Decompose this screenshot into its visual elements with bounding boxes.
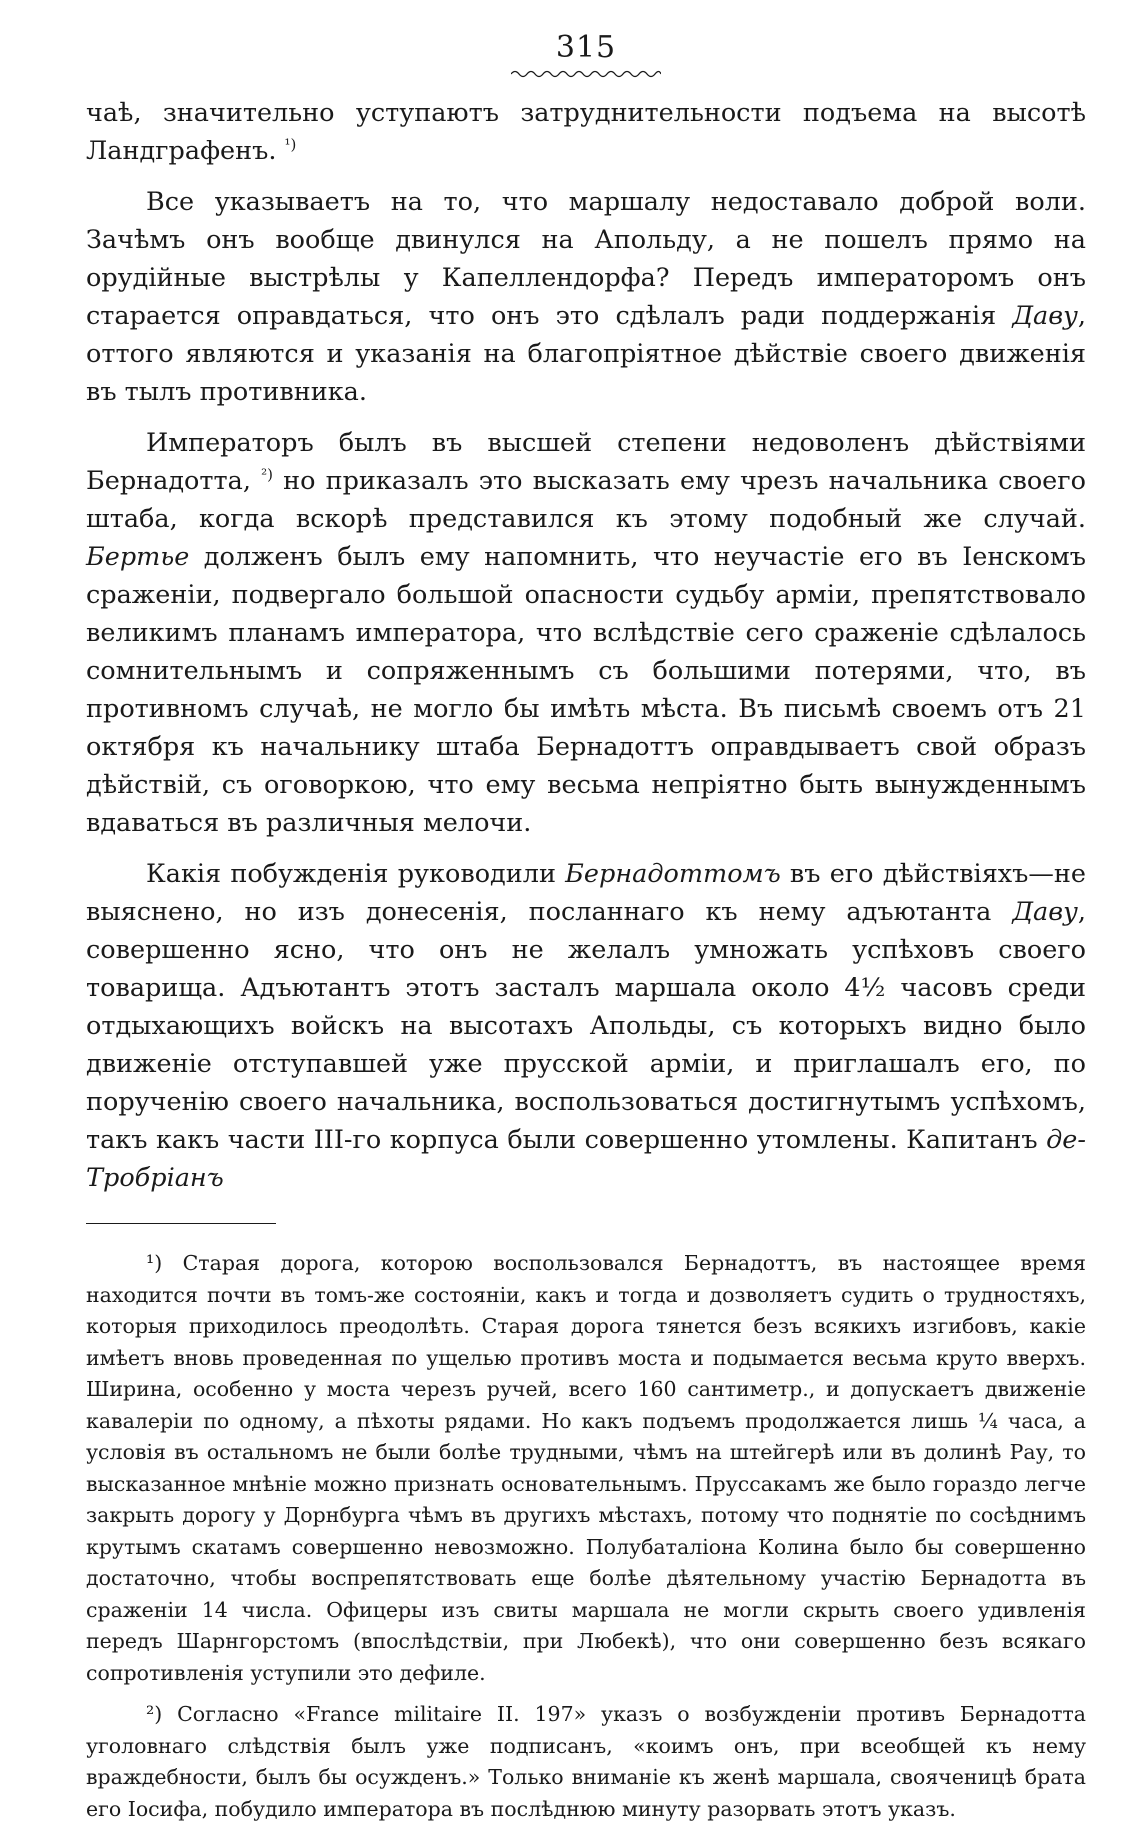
paragraph-2: Все указываетъ на то, что маршалу недоставало доброй воли. Зачѣмъ онъ вообще двинулся на Апольду, а не пошелъ прямо на орудійные выстрѣлы у Капеллендорфа? Передъ императоромъ онъ старается оправдаться, что онъ это сдѣлалъ ради поддержанія Даву, оттого являются и указанія на благопріятное дѣйствіе своего движенія въ тылъ противника. bbox=[86, 187, 1086, 407]
name-trobriand: де-Тробріанъ bbox=[86, 1125, 1086, 1193]
footnote-divider bbox=[86, 1223, 276, 1224]
paragraph-3: Императоръ былъ въ высшей степени недоволенъ дѣйствіями Бернадотта, $^{^2)}$ но приказалъ это высказать ему чрезъ начальника своего штаба, когда вскорѣ представился къ этому подобный же случай. Бертье долженъ былъ ему напомнить, что неучастіе его въ Іенскомъ сраженіи, подвергало большой опасности судьбу арміи, препятствовало великимъ планамъ императора, что вслѣдствіе сего сраженіе сдѣлалось сомнительнымъ и сопряженнымъ съ большими потерями, что, въ противномъ случаѣ, не могло бы имѣть мѣста. Въ письмѣ своемъ отъ 21 октября къ начальнику штаба Бернадоттъ оправдываетъ свой образъ дѣйствій, съ оговоркою, что ему весьма непріятно быть вынужденнымъ вдаваться въ различныя мелочи. bbox=[86, 428, 1086, 838]
name-davout: Даву bbox=[1012, 301, 1078, 331]
name-davout-2: Даву bbox=[1012, 897, 1078, 927]
book-page bbox=[86, 30, 1086, 1835]
footnotes bbox=[86, 1248, 1086, 1825]
paragraph-1: чаѣ, значительно уступаютъ затруднительности подъема на высотѣ Ландграфенъ. $^{^1)}$ bbox=[86, 98, 1086, 166]
footnote-1: ¹) Старая дорога, которою воспользовался Бернадоттъ, въ настоящее время находится почти въ томъ-же состояніи, какъ и тогда и дозволяетъ судить о трудностяхъ, которыя приходилось преодолѣть. Старая дорога тянется безъ всякихъ изгибовъ, какіе имѣетъ вновь проведенная по ущелью противъ моста и подымается весьма круто вверхъ. Ширина, особенно у моста черезъ ручей, всего 160 сантиметр., и допускаетъ движеніе кавалеріи по одному, а пѣхоты рядами. Но какъ подъемъ продолжается лишь ¼ часа, а условія въ остальномъ не были болѣе трудными, чѣмъ на штейгерѣ или въ долинѣ Рау, то высказанное мнѣніе можно признать основательнымъ. Пруссакамъ же было гораздо легче закрыть дорогу у Дорнбурга чѣмъ въ другихъ мѣстахъ, потому что поднятіе по сосѣднимъ крутымъ скатамъ совершенно невозможно. Полубаталіона Колина было бы совершенно достаточно, чтобы воспрепятствовать еще болѣе дѣятельному участію Бернадотта въ сраженіи 14 числа. Офицеры изъ свиты маршала не могли скрыть своего удивленія передъ Шарнгорстомъ (впослѣдствіи, при Любекѣ), что они совершенно безъ всякаго сопротивленія уступили это дефиле. bbox=[86, 1251, 1086, 1685]
footnote-ref-1: ¹) bbox=[284, 135, 297, 154]
footnote-2: ²) Согласно «France militaire II. 197» указъ о возбужденіи противъ Бернадотта уголовнаго слѣдствія былъ уже подписанъ, «коимъ онъ, при всеобщей къ нему враждебности, былъ бы осужденъ.» Только вниманіе къ женѣ маршала, свояченицѣ брата его Іосифа, побудило императора въ послѣднюю минуту разорвать этотъ указъ. bbox=[86, 1702, 1086, 1821]
paragraph-4: Какія побужденія руководили Бернадоттомъ въ его дѣйствіяхъ—не выяснено, но изъ донесенія, посланнаго къ нему адъютанта Даву, совершенно ясно, что онъ не желалъ умножать успѣховъ своего товарища. Адъютантъ этотъ засталъ маршала около 4½ часовъ среди отдыхающихъ войскъ на высотахъ Апольды, съ которыхъ видно было движеніе отступавшей уже прусской арміи, и приглашалъ его, по порученію своего начальника, воспользоваться достигнутымъ успѣхомъ, такъ какъ части III-го корпуса были совершенно утомлены. Капитанъ де-Тробріанъ bbox=[86, 859, 1086, 1193]
name-berthier: Бертье bbox=[86, 542, 190, 572]
wavy-ornament-icon bbox=[511, 68, 661, 80]
main-text bbox=[86, 94, 1086, 1197]
footnote-ref-2: ²) bbox=[261, 465, 273, 484]
name-bernadotte: Бернадоттомъ bbox=[565, 859, 781, 889]
page-number: 315 bbox=[555, 30, 617, 65]
